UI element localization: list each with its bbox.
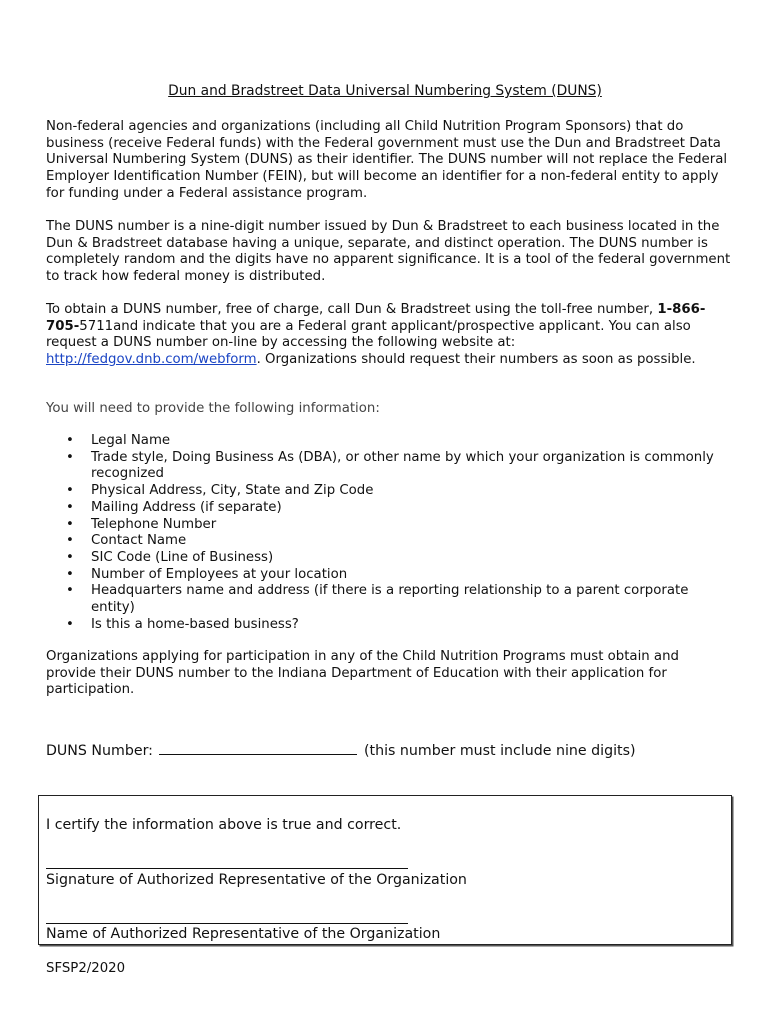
signature-field[interactable] — [46, 868, 408, 869]
obtain-after-link-text: . Organizations should request their numbers as soon as possible. — [256, 352, 696, 368]
list-item: • Number of Employees at your location — [46, 567, 732, 584]
list-item: • Mailing Address (if separate) — [46, 500, 732, 517]
form-code: SFSP2/2020 — [46, 961, 126, 976]
duns-number-field[interactable] — [159, 740, 357, 755]
list-item: • Trade style, Doing Business As (DBA), or other name by which your organization is commonly recognized — [46, 450, 732, 483]
paragraph-obtain-duns — [46, 302, 732, 369]
representative-name-label: Name of Authorized Representative of the Organization — [46, 926, 441, 942]
list-item: • Legal Name — [46, 433, 732, 450]
info-intro: You will need to provide the following information: — [46, 401, 380, 416]
duns-number-label: DUNS Number: — [46, 743, 153, 759]
list-item: • Telephone Number — [46, 517, 732, 534]
paragraph-duns-description: The DUNS number is a nine-digit number issued by Dun & Bradstreet to each business located in the Dun & Bradstreet database having a unique, separate, and distinct operation. The DUNS number is completely random and the digits have no apparent significance. It is a tool of the federal government to track how federal money is distributed. — [46, 219, 731, 285]
list-item: • Physical Address, City, State and Zip Code — [46, 483, 732, 500]
list-item: • Is this a home-based business? — [46, 617, 732, 634]
signature-label: Signature of Authorized Representative of the Organization — [46, 872, 467, 888]
phone-number-rest: 5711 — [79, 318, 114, 334]
obtain-intro-text: To obtain a DUNS number, free of charge, call Dun & Bradstreet using the toll-free number, — [46, 302, 658, 317]
paragraph-intro: Non-federal agencies and organizations (including all Child Nutrition Program Sponsors) that do business (receive Federal funds) with the Federal government must use the Dun and Bradstreet Data Universal Numbering System (DUNS) as their identifier. The DUNS number will not replace the Federal Employer Identification Number (FEIN), but will become an identifier for a non-federal entity to apply for funding under a Federal assistance program. — [46, 119, 728, 201]
list-item: • Contact Name — [46, 533, 732, 550]
list-item: • Headquarters name and address (if there is a reporting relationship to a parent corporate entity) — [46, 583, 732, 616]
duns-number-row — [46, 740, 732, 760]
required-info-list — [46, 433, 732, 633]
duns-number-note: (this number must include nine digits) — [364, 743, 636, 759]
paragraph-participation: Organizations applying for participation in any of the Child Nutrition Programs must obtain and provide their DUNS number to the Indiana Department of Education with their application for participation. — [46, 649, 679, 698]
phone-number-bold: 1-866-705- — [46, 302, 706, 334]
obtain-after-phone-text: and indicate that you are a Federal grant applicant/prospective applicant. You can also request a DUNS number on-line by accessing the following website at: — [46, 318, 691, 351]
representative-name-field[interactable] — [46, 923, 408, 924]
certification-box — [38, 795, 732, 945]
list-item: • SIC Code (Line of Business) — [46, 550, 732, 567]
certify-statement: I certify the information above is true and correct. — [46, 817, 402, 833]
webform-link[interactable]: http://fedgov.dnb.com/webform — [46, 352, 257, 368]
document-title: Dun and Bradstreet Data Universal Numbering System (DUNS) — [168, 83, 602, 99]
